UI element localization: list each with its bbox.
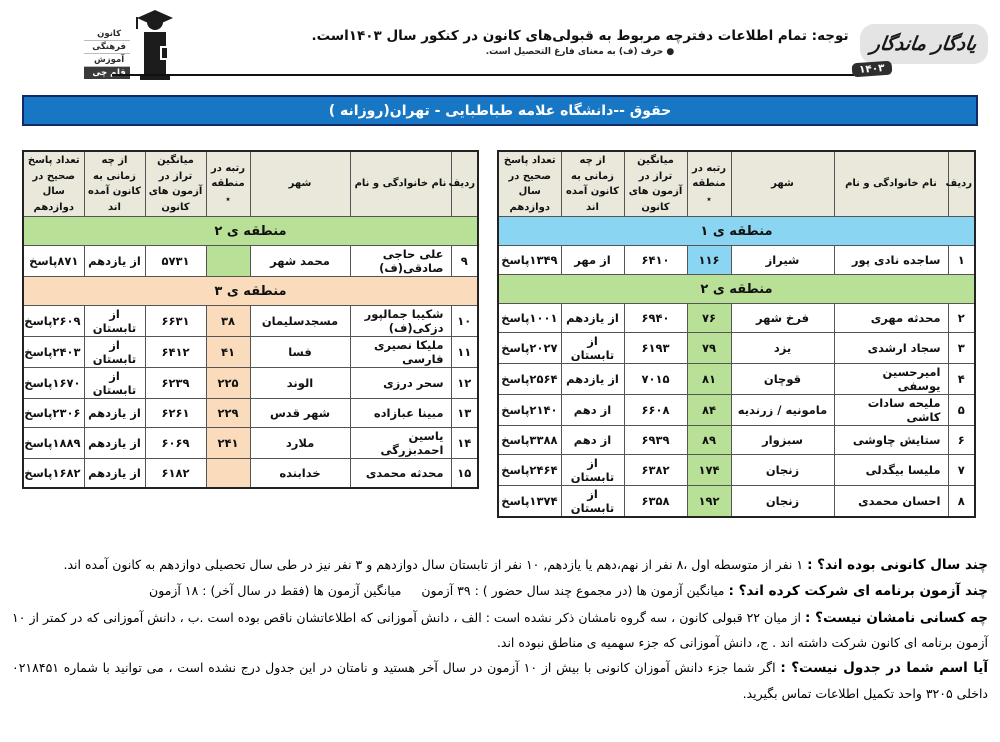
correct-answers: ۱۳۷۴پاسخ [498, 486, 561, 518]
student-name: ستایش چاوشی [834, 426, 948, 455]
average-score: ۶۳۵۸ [624, 486, 687, 518]
region-rank: ۱۱۶ [687, 246, 731, 275]
student-name: سحر درزی [350, 368, 451, 399]
city: خدابنده [250, 459, 350, 488]
correct-answers: ۱۸۸۹پاسخ [23, 428, 84, 459]
table-row [498, 304, 975, 333]
correct-answers: ۸۷۱پاسخ [23, 246, 84, 277]
table-row [498, 364, 975, 395]
column-header-4: میانگین تراز در آزمون های کانون [624, 151, 687, 217]
average-score: ۵۷۳۱ [145, 246, 206, 277]
column-header-5: از چه زمانی به کانون آمده اند [561, 151, 624, 217]
region-rank: ۱۷۴ [687, 455, 731, 486]
footer-note-lead: چند آزمون برنامه ای شرکت کرده اند؟ : [728, 583, 988, 600]
student-name: علی حاجی صادقی(ف) [350, 246, 451, 277]
page-header [0, 0, 1000, 90]
footer-note-1 [12, 552, 988, 578]
city: محمد شهر [250, 246, 350, 277]
table-row [23, 337, 478, 368]
joined-since: از تابستان [561, 486, 624, 518]
region-rank: ۴۱ [206, 337, 250, 368]
column-header-row [23, 151, 478, 217]
average-score: ۶۲۶۱ [145, 399, 206, 428]
kanoon-word-1: کانون [84, 28, 130, 41]
joined-since: از یازدهم [561, 364, 624, 395]
average-score: ۶۹۳۹ [624, 426, 687, 455]
joined-since: از تابستان [561, 333, 624, 364]
kanoon-logo-words [84, 6, 130, 82]
column-header-0: ردیف [948, 151, 975, 217]
correct-answers: ۲۵۶۴پاسخ [498, 364, 561, 395]
column-header-6: تعداد پاسخ صحیح در سال دوازدهم [23, 151, 84, 217]
student-name: ملیحه سادات کاشی [834, 395, 948, 426]
city: فرخ شهر [731, 304, 834, 333]
average-score: ۷۰۱۵ [624, 364, 687, 395]
title-bar [22, 95, 978, 126]
correct-answers: ۲۴۶۴پاسخ [498, 455, 561, 486]
column-header-6: تعداد پاسخ صحیح در سال دوازدهم [498, 151, 561, 217]
row-number: ۲ [948, 304, 975, 333]
column-header-3: رتبه در منطقه ٭ [687, 151, 731, 217]
correct-answers: ۲۶۰۹پاسخ [23, 306, 84, 337]
joined-since: از مهر [561, 246, 624, 275]
student-name: مبینا عبازاده [350, 399, 451, 428]
region-header-row [498, 275, 975, 304]
average-score: ۶۱۸۲ [145, 459, 206, 488]
joined-since: از یازدهم [84, 459, 145, 488]
table-row [498, 486, 975, 518]
student-name: ملیکا نصیری فارسی [350, 337, 451, 368]
footer-note-4 [8, 655, 988, 706]
footer-note-text: میانگین آزمون ها (در مجموع چند سال حضور ) : ۳۹ آزمون میانگین آزمون ها (فقط در سال آخر) : ۱۸ آزمون [149, 583, 729, 599]
kanoon-word-3: آموزش [84, 54, 130, 67]
joined-since: از تابستان [84, 368, 145, 399]
region-rank [206, 246, 250, 277]
row-number: ۱۳ [451, 399, 478, 428]
region-rank [206, 459, 250, 488]
city: شهر قدس [250, 399, 350, 428]
student-name: شکیبا جمالپور دزکی(ف) [350, 306, 451, 337]
graduate-figure-icon [130, 6, 176, 82]
footer-note-text: از میان ۲۲ قبولی کانون ، سه گروه نامشان ذکر نشده است : الف ، دانش آموزانی که اطلاعاتشان ناقص بوده است .ب ، دانش آموزانی که در کمتر از ۱۰ آزمون برنامه ای کانون شرکت داشته اند . ج، دانش آموزانی که جزء سهمیه ی مناطق نبوده اند. [8, 609, 988, 650]
region-rank: ۸۹ [687, 426, 731, 455]
footer-note-lead: آیا اسم شما در جدول نیست؟ : [780, 660, 988, 677]
row-number: ۶ [948, 426, 975, 455]
column-header-4: میانگین تراز در آزمون های کانون [145, 151, 206, 217]
average-score: ۶۰۶۹ [145, 428, 206, 459]
region-rank: ۸۴ [687, 395, 731, 426]
footer-note-text: اگر شما جزء دانش آموزان کانونی با بیش از ۱۰ آزمون در سال آخر هستید و نامتان در این جدول درج نشده است ، می توانید با شماره ۰۲۱۸۴۵۱ داخلی ۳۲۰۵ واحد تکمیل اطلاعات تماس بگیرید. [8, 660, 988, 701]
region-rank: ۲۲۹ [206, 399, 250, 428]
city: قوچان [731, 364, 834, 395]
footer-note-text: ۱ نفر از متوسطه اول ،۸ نفر از نهم،دهم یا یازدهم, ۱۰ نفر از تابستان سال دوازدهم و ۳ نفر نیز در طی سال تحصیلی دوازدهم به کانون آمده اند. [63, 557, 808, 572]
column-header-5: از چه زمانی به کانون آمده اند [84, 151, 145, 217]
city: سبزوار [731, 426, 834, 455]
city: زنجان [731, 455, 834, 486]
header-note-main: توجه: تمام اطلاعات دفترچه مربوط به قبولی‌های کانون در کنکور سال ۱۴۰۳است. [311, 28, 849, 44]
footer-note-lead: چند سال کانونی بوده اند؟ : [807, 557, 988, 573]
joined-since: از تابستان [84, 306, 145, 337]
city: الوند [250, 368, 350, 399]
column-header-0: ردیف [451, 151, 478, 217]
region-rank: ۲۴۱ [206, 428, 250, 459]
brand-year-badge: ۱۴۰۳ [852, 61, 893, 78]
student-name: امیرحسین یوسفی [834, 364, 948, 395]
correct-answers: ۱۶۸۲پاسخ [23, 459, 84, 488]
region-rank: ۱۹۲ [687, 486, 731, 518]
table-row [498, 333, 975, 364]
correct-answers: ۲۰۲۷پاسخ [498, 333, 561, 364]
average-score: ۶۹۴۰ [624, 304, 687, 333]
city: ملارد [250, 428, 350, 459]
header-note [300, 28, 860, 57]
joined-since: از دهم [561, 395, 624, 426]
results-table-rows-9-15 [22, 150, 479, 489]
student-name: ملیسا بیگدلی [834, 455, 948, 486]
table-row [498, 455, 975, 486]
brand-bubble [860, 24, 988, 64]
city: مسجدسلیمان [250, 306, 350, 337]
column-header-row [498, 151, 975, 217]
city: شیراز [731, 246, 834, 275]
correct-answers: ۱۳۴۹پاسخ [498, 246, 561, 275]
correct-answers: ۱۶۷۰پاسخ [23, 368, 84, 399]
column-header-1: نام خانوادگی و نام [834, 151, 948, 217]
region-header-row [498, 217, 975, 246]
region-rank: ۷۶ [687, 304, 731, 333]
city: یزد [731, 333, 834, 364]
table-row [498, 426, 975, 455]
row-number: ۵ [948, 395, 975, 426]
column-header-3: رتبه در منطقه ٭ [206, 151, 250, 217]
row-number: ۱۴ [451, 428, 478, 459]
joined-since: از تابستان [84, 337, 145, 368]
table-row [498, 395, 975, 426]
joined-since: از یازدهم [561, 304, 624, 333]
city: زنجان [731, 486, 834, 518]
header-note-sub: ● حرف (ف) به معنای فارغ التحصیل است. [485, 47, 675, 57]
average-score: ۶۶۳۱ [145, 306, 206, 337]
correct-answers: ۱۰۰۱پاسخ [498, 304, 561, 333]
table-row [23, 246, 478, 277]
brand-name: یادگار ماندگار [869, 33, 979, 55]
row-number: ۱ [948, 246, 975, 275]
region-header-label: منطقه ی ۲ [23, 217, 478, 246]
region-rank: ۸۱ [687, 364, 731, 395]
region-header-row [23, 217, 478, 246]
student-name: یاسین احمدبزرگی [350, 428, 451, 459]
region-header-row [23, 277, 478, 306]
column-header-2: شهر [731, 151, 834, 217]
row-number: ۸ [948, 486, 975, 518]
footer-notes [8, 552, 988, 706]
average-score: ۶۶۰۸ [624, 395, 687, 426]
kanoon-word-2: فرهنگی [84, 41, 130, 54]
correct-answers: ۲۳۰۶پاسخ [23, 399, 84, 428]
row-number: ۴ [948, 364, 975, 395]
joined-since: از یازدهم [84, 246, 145, 277]
correct-answers: ۲۱۴۰پاسخ [498, 395, 561, 426]
city: مامونیه / زرندیه [731, 395, 834, 426]
correct-answers: ۲۴۰۳پاسخ [23, 337, 84, 368]
region-header-label: منطقه ی ۲ [498, 275, 975, 304]
region-rank: ۲۲۵ [206, 368, 250, 399]
joined-since: از دهم [561, 426, 624, 455]
student-name: احسان محمدی [834, 486, 948, 518]
row-number: ۷ [948, 455, 975, 486]
region-header-label: منطقه ی ۳ [23, 277, 478, 306]
student-name: محدثه مهری [834, 304, 948, 333]
average-score: ۶۲۳۹ [145, 368, 206, 399]
row-number: ۱۵ [451, 459, 478, 488]
row-number: ۱۱ [451, 337, 478, 368]
average-score: ۶۱۹۳ [624, 333, 687, 364]
joined-since: از یازدهم [84, 428, 145, 459]
table-row [23, 459, 478, 488]
row-number: ۳ [948, 333, 975, 364]
footer-note-lead: چه کسانی نامشان نیست؟ : [805, 609, 988, 626]
table-row [23, 428, 478, 459]
kanoon-word-4: قلم چی [84, 67, 130, 79]
region-rank: ۷۹ [687, 333, 731, 364]
table-row [23, 399, 478, 428]
brand-logo [858, 18, 988, 76]
table-header [23, 151, 478, 217]
student-name: محدثه محمدی [350, 459, 451, 488]
kanoon-logo [70, 6, 176, 82]
average-score: ۶۳۸۲ [624, 455, 687, 486]
region-header-label: منطقه ی ۱ [498, 217, 975, 246]
joined-since: از تابستان [561, 455, 624, 486]
table-row [498, 246, 975, 275]
joined-since: از یازدهم [84, 399, 145, 428]
table-row [23, 306, 478, 337]
region-rank: ۳۸ [206, 306, 250, 337]
student-name: سجاد ارشدی [834, 333, 948, 364]
table-row [23, 368, 478, 399]
results-table-rows-1-8 [497, 150, 976, 518]
correct-answers: ۳۳۸۸پاسخ [498, 426, 561, 455]
page-title: حقوق --دانشگاه علامه طباطبایی - تهران(روزانه ) [328, 102, 672, 119]
average-score: ۶۴۱۲ [145, 337, 206, 368]
header-divider [112, 74, 872, 76]
table-header [498, 151, 975, 217]
footer-note-2 [12, 578, 988, 604]
column-header-1: نام خانوادگی و نام [350, 151, 451, 217]
average-score: ۶۴۱۰ [624, 246, 687, 275]
student-name: ساجده نادی پور [834, 246, 948, 275]
column-header-2: شهر [250, 151, 350, 217]
city: فسا [250, 337, 350, 368]
row-number: ۱۲ [451, 368, 478, 399]
row-number: ۹ [451, 246, 478, 277]
footer-note-3 [8, 605, 988, 656]
row-number: ۱۰ [451, 306, 478, 337]
